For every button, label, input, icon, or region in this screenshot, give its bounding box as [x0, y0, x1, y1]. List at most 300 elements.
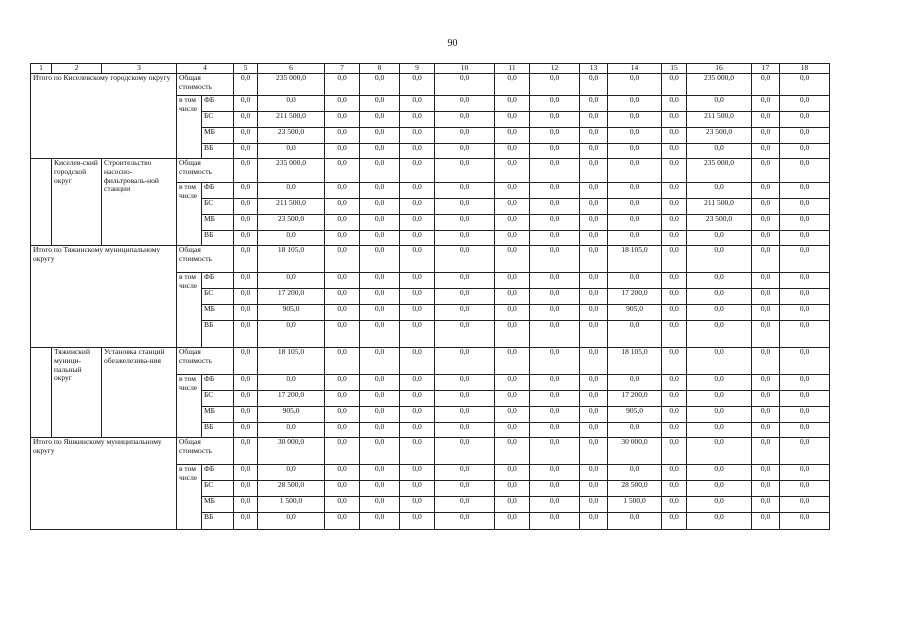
- value-cell: 0,0: [234, 437, 258, 464]
- value-cell: 905,0: [258, 304, 325, 320]
- value-cell: 0,0: [580, 320, 608, 347]
- value-cell: 0,0: [662, 111, 687, 127]
- value-cell: 0,0: [580, 73, 608, 95]
- object-name: Установка станций обезжелезива-ния: [102, 347, 177, 437]
- value-cell: 0,0: [580, 406, 608, 422]
- including-label: в том числе: [177, 272, 202, 347]
- value-cell: 0,0: [495, 288, 530, 304]
- value-cell: 235 000,0: [687, 158, 752, 182]
- value-cell: 0,0: [687, 230, 752, 245]
- value-cell: 0,0: [435, 158, 495, 182]
- value-cell: 0,0: [325, 143, 360, 158]
- value-cell: 0,0: [435, 230, 495, 245]
- value-cell: 0,0: [435, 214, 495, 230]
- value-cell: 0,0: [400, 288, 435, 304]
- value-cell: 0,0: [752, 198, 780, 214]
- value-cell: 0,0: [400, 198, 435, 214]
- value-cell: 0,0: [258, 374, 325, 390]
- value-cell: 0,0: [325, 406, 360, 422]
- value-cell: 0,0: [530, 198, 580, 214]
- including-label: в том числе: [177, 95, 202, 158]
- value-cell: 0,0: [234, 111, 258, 127]
- value-cell: 0,0: [495, 374, 530, 390]
- value-cell: 0,0: [662, 95, 687, 111]
- value-cell: 0,0: [258, 272, 325, 288]
- funding-source-label: БС: [202, 390, 234, 406]
- value-cell: 0,0: [608, 95, 662, 111]
- value-cell: 0,0: [580, 245, 608, 272]
- value-cell: 0,0: [530, 245, 580, 272]
- value-cell: 0,0: [752, 406, 780, 422]
- value-cell: 0,0: [687, 437, 752, 464]
- value-cell: 0,0: [325, 182, 360, 198]
- value-cell: 0,0: [495, 143, 530, 158]
- value-cell: 0,0: [530, 127, 580, 143]
- value-cell: 0,0: [780, 320, 830, 347]
- value-cell: 23 500,0: [258, 214, 325, 230]
- funding-source-label: МБ: [202, 406, 234, 422]
- value-cell: 0,0: [325, 230, 360, 245]
- value-cell: 0,0: [662, 127, 687, 143]
- value-cell: 0,0: [752, 437, 780, 464]
- value-cell: 0,0: [580, 272, 608, 288]
- value-cell: 0,0: [325, 95, 360, 111]
- value-cell: 0,0: [435, 111, 495, 127]
- value-cell: 0,0: [400, 245, 435, 272]
- value-cell: 0,0: [687, 272, 752, 288]
- value-cell: 0,0: [530, 320, 580, 347]
- value-cell: 0,0: [687, 374, 752, 390]
- value-cell: 0,0: [687, 496, 752, 512]
- value-cell: 0,0: [325, 464, 360, 480]
- value-cell: 905,0: [258, 406, 325, 422]
- value-cell: 1 500,0: [608, 496, 662, 512]
- value-cell: 0,0: [360, 158, 400, 182]
- including-label: в том числе: [177, 374, 202, 437]
- value-cell: 0,0: [662, 198, 687, 214]
- value-cell: 0,0: [662, 374, 687, 390]
- value-cell: 0,0: [608, 512, 662, 529]
- value-cell: 0,0: [495, 496, 530, 512]
- funding-source-label: ВБ: [202, 422, 234, 437]
- column-number: 15: [662, 64, 687, 74]
- value-cell: 0,0: [780, 480, 830, 496]
- value-cell: 0,0: [780, 272, 830, 288]
- value-cell: 0,0: [234, 390, 258, 406]
- value-cell: 0,0: [325, 374, 360, 390]
- value-cell: 0,0: [360, 464, 400, 480]
- value-cell: 0,0: [580, 288, 608, 304]
- group-total-label: Итого по Тяжинскому муниципальному округу: [31, 245, 177, 347]
- value-cell: 0,0: [325, 437, 360, 464]
- value-cell: 0,0: [435, 245, 495, 272]
- value-cell: 0,0: [258, 422, 325, 437]
- value-cell: 0,0: [530, 347, 580, 374]
- value-cell: 0,0: [780, 111, 830, 127]
- column-number: 18: [780, 64, 830, 74]
- column-number: 7: [325, 64, 360, 74]
- value-cell: 0,0: [234, 374, 258, 390]
- value-cell: 0,0: [325, 245, 360, 272]
- value-cell: 23 500,0: [687, 214, 752, 230]
- funding-source-label: ВБ: [202, 143, 234, 158]
- value-cell: 0,0: [234, 198, 258, 214]
- value-cell: 211 500,0: [687, 111, 752, 127]
- value-cell: 0,0: [400, 347, 435, 374]
- value-cell: 0,0: [530, 496, 580, 512]
- value-cell: 0,0: [662, 143, 687, 158]
- value-cell: 211 500,0: [258, 198, 325, 214]
- value-cell: 0,0: [580, 111, 608, 127]
- value-cell: 0,0: [234, 288, 258, 304]
- value-cell: 0,0: [780, 390, 830, 406]
- value-cell: 30 000,0: [608, 437, 662, 464]
- funding-source-label: ВБ: [202, 320, 234, 347]
- value-cell: 23 500,0: [258, 127, 325, 143]
- value-cell: 0,0: [530, 437, 580, 464]
- column-number: 13: [580, 64, 608, 74]
- value-cell: 0,0: [662, 347, 687, 374]
- value-cell: 0,0: [360, 198, 400, 214]
- value-cell: 0,0: [360, 73, 400, 95]
- total-cost-label: Общая стоимость: [177, 347, 234, 374]
- column-number: 8: [360, 64, 400, 74]
- value-cell: 0,0: [400, 304, 435, 320]
- value-cell: 0,0: [662, 437, 687, 464]
- value-cell: 0,0: [752, 182, 780, 198]
- value-cell: 0,0: [530, 512, 580, 529]
- value-cell: 0,0: [780, 214, 830, 230]
- column-number: 1: [31, 64, 52, 74]
- value-cell: 0,0: [360, 182, 400, 198]
- value-cell: 0,0: [234, 143, 258, 158]
- value-cell: 0,0: [530, 464, 580, 480]
- column-number: 3: [102, 64, 177, 74]
- value-cell: 0,0: [360, 288, 400, 304]
- value-cell: 0,0: [258, 182, 325, 198]
- value-cell: 0,0: [580, 496, 608, 512]
- value-cell: 0,0: [580, 158, 608, 182]
- value-cell: 0,0: [258, 464, 325, 480]
- value-cell: 0,0: [400, 512, 435, 529]
- value-cell: 0,0: [752, 214, 780, 230]
- value-cell: 0,0: [530, 304, 580, 320]
- value-cell: 0,0: [752, 374, 780, 390]
- value-cell: 0,0: [435, 288, 495, 304]
- value-cell: 0,0: [752, 245, 780, 272]
- value-cell: 0,0: [530, 230, 580, 245]
- value-cell: 0,0: [400, 320, 435, 347]
- value-cell: 0,0: [234, 480, 258, 496]
- value-cell: 0,0: [435, 406, 495, 422]
- funding-source-label: ВБ: [202, 230, 234, 245]
- value-cell: 0,0: [662, 245, 687, 272]
- value-cell: 0,0: [662, 304, 687, 320]
- value-cell: 0,0: [400, 111, 435, 127]
- value-cell: 235 000,0: [258, 158, 325, 182]
- column-number: 12: [530, 64, 580, 74]
- column-number: 5: [234, 64, 258, 74]
- value-cell: 0,0: [234, 422, 258, 437]
- value-cell: 0,0: [580, 198, 608, 214]
- funding-source-label: БС: [202, 480, 234, 496]
- value-cell: 0,0: [234, 304, 258, 320]
- value-cell: 18 105,0: [608, 347, 662, 374]
- value-cell: 0,0: [530, 95, 580, 111]
- value-cell: 0,0: [687, 304, 752, 320]
- value-cell: 0,0: [687, 320, 752, 347]
- page-number: 90: [447, 38, 458, 49]
- value-cell: 0,0: [258, 230, 325, 245]
- value-cell: 18 105,0: [258, 347, 325, 374]
- value-cell: 17 200,0: [258, 288, 325, 304]
- value-cell: 0,0: [495, 464, 530, 480]
- value-cell: 0,0: [780, 347, 830, 374]
- value-cell: 0,0: [400, 374, 435, 390]
- value-cell: 0,0: [580, 230, 608, 245]
- value-cell: 0,0: [530, 214, 580, 230]
- table-row: [31, 73, 830, 95]
- value-cell: 0,0: [687, 406, 752, 422]
- value-cell: 28 500,0: [608, 480, 662, 496]
- value-cell: 0,0: [608, 422, 662, 437]
- value-cell: 0,0: [435, 437, 495, 464]
- value-cell: 0,0: [325, 158, 360, 182]
- funding-source-label: ФБ: [202, 374, 234, 390]
- column-number: 2: [52, 64, 102, 74]
- value-cell: 0,0: [234, 320, 258, 347]
- value-cell: 0,0: [435, 480, 495, 496]
- value-cell: 0,0: [325, 198, 360, 214]
- value-cell: 0,0: [580, 480, 608, 496]
- value-cell: 0,0: [530, 182, 580, 198]
- value-cell: 0,0: [530, 143, 580, 158]
- value-cell: 0,0: [495, 95, 530, 111]
- value-cell: 0,0: [435, 182, 495, 198]
- value-cell: 0,0: [360, 512, 400, 529]
- value-cell: 0,0: [435, 374, 495, 390]
- value-cell: 0,0: [360, 272, 400, 288]
- value-cell: 0,0: [752, 158, 780, 182]
- table-row: [31, 347, 830, 374]
- value-cell: 0,0: [400, 73, 435, 95]
- value-cell: 0,0: [780, 245, 830, 272]
- value-cell: 0,0: [752, 111, 780, 127]
- value-cell: 0,0: [495, 158, 530, 182]
- value-cell: 211 500,0: [687, 198, 752, 214]
- value-cell: 0,0: [234, 127, 258, 143]
- value-cell: 0,0: [495, 406, 530, 422]
- value-cell: 0,0: [435, 198, 495, 214]
- value-cell: 0,0: [608, 111, 662, 127]
- value-cell: 0,0: [360, 406, 400, 422]
- value-cell: 0,0: [258, 95, 325, 111]
- value-cell: 0,0: [662, 230, 687, 245]
- value-cell: 0,0: [360, 143, 400, 158]
- value-cell: 0,0: [234, 214, 258, 230]
- value-cell: 0,0: [234, 245, 258, 272]
- value-cell: 0,0: [325, 422, 360, 437]
- value-cell: 0,0: [325, 111, 360, 127]
- column-number: 14: [608, 64, 662, 74]
- value-cell: 0,0: [752, 95, 780, 111]
- value-cell: 0,0: [662, 214, 687, 230]
- value-cell: 0,0: [608, 127, 662, 143]
- value-cell: 0,0: [608, 143, 662, 158]
- value-cell: 0,0: [780, 143, 830, 158]
- funding-source-label: ВБ: [202, 512, 234, 529]
- value-cell: 0,0: [687, 512, 752, 529]
- value-cell: 0,0: [400, 272, 435, 288]
- funding-source-label: БС: [202, 111, 234, 127]
- value-cell: 0,0: [580, 437, 608, 464]
- value-cell: 235 000,0: [687, 73, 752, 95]
- value-cell: 0,0: [234, 272, 258, 288]
- value-cell: 0,0: [662, 182, 687, 198]
- value-cell: 0,0: [530, 272, 580, 288]
- value-cell: 0,0: [360, 111, 400, 127]
- total-cost-label: Общая стоимость: [177, 437, 234, 464]
- value-cell: 0,0: [608, 198, 662, 214]
- value-cell: 0,0: [530, 111, 580, 127]
- funding-source-label: МБ: [202, 304, 234, 320]
- value-cell: 0,0: [780, 95, 830, 111]
- value-cell: 0,0: [687, 480, 752, 496]
- value-cell: 0,0: [780, 496, 830, 512]
- value-cell: 0,0: [234, 230, 258, 245]
- value-cell: 0,0: [400, 182, 435, 198]
- value-cell: 17 200,0: [258, 390, 325, 406]
- municipality-name: Тяжинский муници-пальный округ: [52, 347, 102, 437]
- value-cell: 0,0: [752, 143, 780, 158]
- funding-source-label: БС: [202, 198, 234, 214]
- value-cell: 0,0: [662, 158, 687, 182]
- value-cell: 0,0: [325, 390, 360, 406]
- value-cell: 0,0: [435, 422, 495, 437]
- value-cell: 0,0: [435, 320, 495, 347]
- value-cell: 0,0: [608, 214, 662, 230]
- column-number: 17: [752, 64, 780, 74]
- value-cell: 0,0: [752, 347, 780, 374]
- value-cell: 0,0: [435, 143, 495, 158]
- value-cell: 0,0: [495, 512, 530, 529]
- value-cell: 0,0: [360, 214, 400, 230]
- header-row: [31, 64, 830, 74]
- value-cell: 0,0: [662, 272, 687, 288]
- value-cell: 0,0: [258, 320, 325, 347]
- value-cell: 0,0: [400, 214, 435, 230]
- value-cell: 0,0: [495, 422, 530, 437]
- value-cell: 0,0: [687, 347, 752, 374]
- value-cell: 0,0: [495, 111, 530, 127]
- value-cell: 0,0: [580, 512, 608, 529]
- value-cell: 0,0: [780, 512, 830, 529]
- value-cell: 0,0: [752, 230, 780, 245]
- value-cell: 0,0: [662, 390, 687, 406]
- value-cell: 0,0: [752, 73, 780, 95]
- value-cell: 0,0: [687, 245, 752, 272]
- value-cell: 0,0: [662, 422, 687, 437]
- value-cell: 0,0: [435, 304, 495, 320]
- value-cell: 0,0: [580, 374, 608, 390]
- value-cell: 0,0: [687, 182, 752, 198]
- value-cell: 0,0: [325, 304, 360, 320]
- value-cell: 0,0: [325, 347, 360, 374]
- value-cell: 0,0: [752, 496, 780, 512]
- table-row: [31, 437, 830, 464]
- column-number: 9: [400, 64, 435, 74]
- value-cell: 0,0: [752, 512, 780, 529]
- value-cell: 0,0: [360, 95, 400, 111]
- funding-source-label: ФБ: [202, 272, 234, 288]
- value-cell: 0,0: [360, 304, 400, 320]
- value-cell: 0,0: [325, 127, 360, 143]
- value-cell: 0,0: [780, 437, 830, 464]
- value-cell: 0,0: [360, 320, 400, 347]
- total-cost-label: Общая стоимость: [177, 158, 234, 182]
- value-cell: 0,0: [360, 347, 400, 374]
- value-cell: 0,0: [780, 127, 830, 143]
- including-label: в том числе: [177, 464, 202, 529]
- table-row: [31, 158, 830, 182]
- total-cost-label: Общая стоимость: [177, 245, 234, 272]
- value-cell: 0,0: [752, 288, 780, 304]
- group-total-label: Итого по Яшкинскому муниципальному округу: [31, 437, 177, 529]
- value-cell: 0,0: [435, 512, 495, 529]
- value-cell: 0,0: [530, 73, 580, 95]
- value-cell: 0,0: [530, 288, 580, 304]
- value-cell: 0,0: [325, 512, 360, 529]
- value-cell: 0,0: [495, 198, 530, 214]
- value-cell: 0,0: [608, 374, 662, 390]
- value-cell: 0,0: [495, 320, 530, 347]
- value-cell: 0,0: [662, 480, 687, 496]
- value-cell: 0,0: [435, 347, 495, 374]
- value-cell: 0,0: [662, 288, 687, 304]
- value-cell: 0,0: [752, 422, 780, 437]
- including-label: в том числе: [177, 182, 202, 245]
- blank-cell: [31, 158, 52, 245]
- value-cell: 0,0: [780, 304, 830, 320]
- value-cell: 0,0: [687, 390, 752, 406]
- value-cell: 0,0: [495, 182, 530, 198]
- value-cell: 0,0: [435, 127, 495, 143]
- value-cell: 0,0: [580, 214, 608, 230]
- value-cell: 0,0: [608, 182, 662, 198]
- column-number: 11: [495, 64, 530, 74]
- value-cell: 0,0: [360, 422, 400, 437]
- value-cell: 0,0: [495, 214, 530, 230]
- value-cell: 0,0: [435, 496, 495, 512]
- value-cell: 0,0: [780, 422, 830, 437]
- value-cell: 0,0: [530, 406, 580, 422]
- value-cell: 0,0: [608, 272, 662, 288]
- value-cell: 0,0: [495, 272, 530, 288]
- value-cell: 0,0: [530, 374, 580, 390]
- value-cell: 0,0: [752, 272, 780, 288]
- value-cell: 0,0: [662, 320, 687, 347]
- value-cell: 0,0: [360, 390, 400, 406]
- value-cell: 0,0: [360, 245, 400, 272]
- value-cell: 0,0: [360, 437, 400, 464]
- value-cell: 0,0: [435, 464, 495, 480]
- value-cell: 0,0: [400, 390, 435, 406]
- value-cell: 0,0: [752, 464, 780, 480]
- value-cell: 0,0: [580, 127, 608, 143]
- funding-source-label: ФБ: [202, 95, 234, 111]
- value-cell: 0,0: [360, 374, 400, 390]
- value-cell: 0,0: [325, 496, 360, 512]
